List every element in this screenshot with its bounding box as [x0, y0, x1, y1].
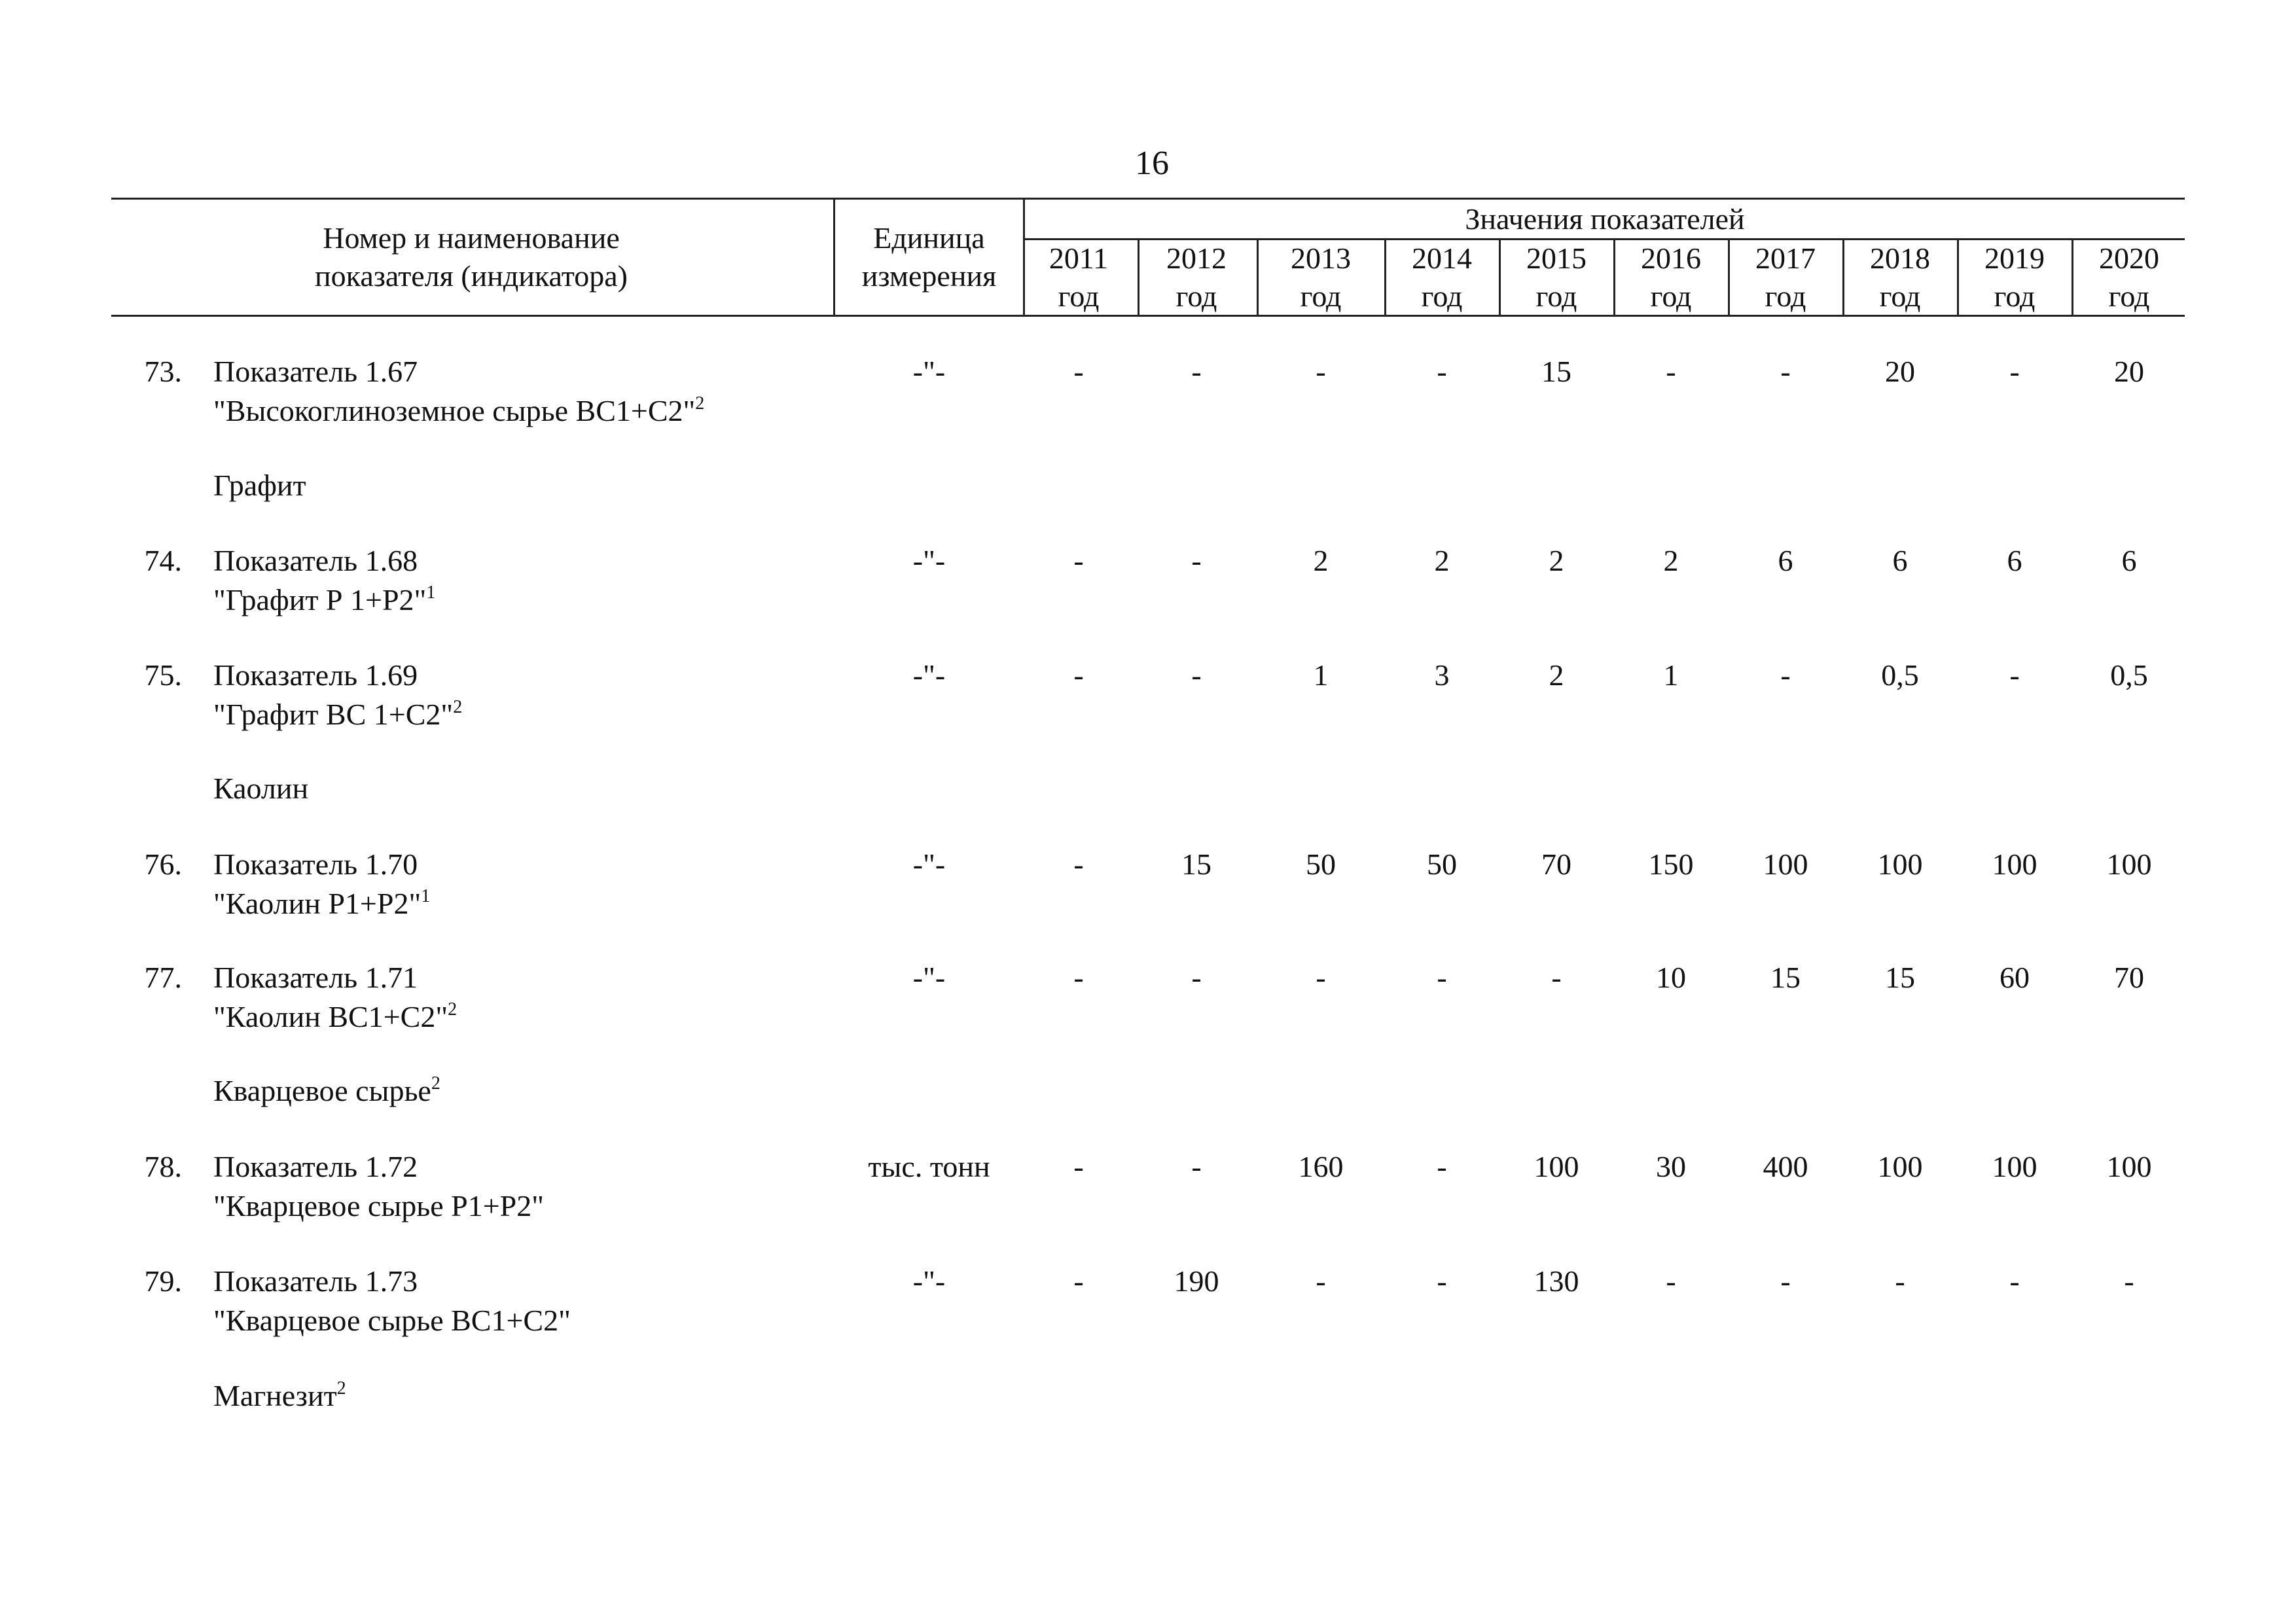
indicator-title	[213, 695, 462, 734]
name-column-header	[196, 219, 746, 295]
value-cell: -	[1437, 1150, 1447, 1183]
values-column-header: Значения показателей	[1465, 202, 1745, 236]
indicator-code: Показатель 1.71	[213, 961, 418, 994]
indicator-name	[213, 1262, 571, 1340]
value-cell: 10	[1656, 961, 1686, 994]
indicator-code: Показатель 1.69	[213, 658, 418, 692]
footnote-ref: 2	[453, 697, 463, 717]
section-heading-text: Магнезит	[213, 1379, 337, 1412]
year-suffix: год	[1994, 279, 2036, 313]
header-top-rule	[111, 198, 2185, 200]
year-header	[1501, 240, 1612, 315]
value-cell: -	[2124, 1264, 2134, 1298]
value-cell: 1	[1663, 658, 1679, 692]
unit-cell: -"-	[912, 544, 946, 577]
value-cell: -	[1073, 1264, 1084, 1298]
footnote-ref: 1	[426, 582, 436, 603]
value-cell: 6	[2121, 544, 2137, 577]
page-number: 16	[1135, 145, 1169, 182]
indicator-title-text: "Высокоглиноземное сырье ВС1+С2"	[213, 394, 696, 427]
value-cell: -	[1191, 658, 1202, 692]
year-header	[1386, 240, 1498, 315]
indicator-title-text: "Каолин ВС1+С2"	[213, 1000, 448, 1033]
footnote-ref: 2	[448, 999, 457, 1020]
value-cell: -	[2009, 1264, 2020, 1298]
year-header	[2073, 240, 2185, 315]
value-cell: 160	[1298, 1150, 1344, 1183]
year-header	[1141, 240, 1252, 315]
value-cell: 100	[1534, 1150, 1579, 1183]
name-header-line2: показателя (индикатора)	[315, 259, 628, 293]
indicator-title	[213, 580, 435, 620]
year-header	[1959, 240, 2070, 315]
footnote-ref: 1	[421, 886, 431, 906]
value-cell: -	[1316, 355, 1326, 388]
unit-cell: -"-	[912, 1264, 946, 1298]
unit-cell: -"-	[912, 847, 946, 881]
section-heading	[213, 769, 308, 808]
value-cell: -	[1437, 1264, 1447, 1298]
value-cell: 30	[1656, 1150, 1686, 1183]
year-label: 2012	[1166, 241, 1227, 275]
unit-column-header	[835, 219, 1023, 295]
value-cell: 20	[2114, 355, 2144, 388]
value-cell: 2	[1549, 658, 1564, 692]
value-cell: 50	[1427, 847, 1457, 881]
row-number: 74.	[144, 544, 182, 577]
value-cell: 100	[1763, 847, 1808, 881]
value-cell: -	[1191, 544, 1202, 577]
value-cell: 15	[1770, 961, 1801, 994]
value-cell: -	[1437, 961, 1447, 994]
year-label: 2011	[1049, 241, 1109, 275]
year-col-divider	[1138, 238, 1139, 317]
indicator-code: Показатель 1.67	[213, 355, 418, 388]
indicator-code: Показатель 1.70	[213, 847, 418, 881]
indicator-title-text: "Кварцевое сырье Р1+Р2"	[213, 1189, 545, 1222]
unit-header-line2: измерения	[861, 259, 997, 293]
value-cell: 0,5	[1881, 658, 1919, 692]
row-number: 73.	[144, 355, 182, 388]
value-cell: 15	[1885, 961, 1915, 994]
year-label: 2013	[1291, 241, 1351, 275]
unit-header-line1: Единица	[873, 221, 985, 255]
year-header	[1023, 240, 1134, 315]
value-cell: 50	[1306, 847, 1336, 881]
row-number: 75.	[144, 658, 182, 692]
value-cell: 100	[1877, 1150, 1923, 1183]
footnote-ref: 2	[336, 1378, 346, 1399]
value-cell: 2	[1434, 544, 1450, 577]
indicator-code: Показатель 1.68	[213, 544, 418, 577]
indicator-title	[213, 391, 704, 431]
year-label: 2020	[2099, 241, 2159, 275]
value-cell: 400	[1763, 1150, 1808, 1183]
indicator-name	[213, 845, 430, 923]
value-cell: -	[1191, 1150, 1202, 1183]
value-cell: 70	[2114, 961, 2144, 994]
value-cell: -	[1073, 961, 1084, 994]
unit-cell: -"-	[912, 658, 946, 692]
value-cell: 2	[1663, 544, 1679, 577]
year-col-divider	[1257, 238, 1259, 317]
value-cell: -	[1191, 961, 1202, 994]
unit-cell: тыс. тонн	[868, 1150, 990, 1183]
value-cell: -	[1666, 355, 1676, 388]
indicator-name	[213, 541, 435, 620]
section-heading	[213, 466, 306, 505]
indicator-name	[213, 1147, 544, 1226]
year-header	[1844, 240, 1956, 315]
value-cell: -	[1551, 961, 1562, 994]
value-cell: -	[1895, 1264, 1905, 1298]
year-label: 2014	[1412, 241, 1472, 275]
value-cell: 6	[1892, 544, 1908, 577]
value-cell: 100	[1992, 847, 2037, 881]
row-number: 78.	[144, 1150, 182, 1183]
value-cell: 100	[2106, 1150, 2152, 1183]
indicator-title	[213, 1301, 571, 1340]
year-label: 2017	[1755, 241, 1816, 275]
year-header	[1615, 240, 1727, 315]
unit-cell: -"-	[912, 355, 946, 388]
value-cell: 190	[1174, 1264, 1219, 1298]
indicator-title	[213, 997, 457, 1037]
value-cell: -	[1316, 961, 1326, 994]
value-cell: 130	[1534, 1264, 1579, 1298]
unit-cell: -"-	[912, 961, 946, 994]
footnote-ref: 2	[431, 1073, 440, 1094]
year-suffix: год	[1421, 279, 1463, 313]
indicator-title-text: "Графит Р 1+Р2"	[213, 583, 427, 616]
value-cell: -	[1073, 658, 1084, 692]
name-header-line1: Номер и наименование	[323, 221, 620, 255]
section-heading	[213, 1071, 440, 1111]
indicator-title-text: "Графит ВС 1+С2"	[213, 698, 454, 731]
indicator-name	[213, 656, 462, 734]
indicator-name	[213, 352, 704, 431]
year-suffix: год	[1879, 279, 1921, 313]
year-suffix: год	[1650, 279, 1692, 313]
row-number: 79.	[144, 1264, 182, 1298]
value-cell: 6	[1778, 544, 1793, 577]
value-cell: 20	[1885, 355, 1915, 388]
year-header	[1265, 240, 1376, 315]
value-cell: 100	[1992, 1150, 2037, 1183]
year-suffix: год	[1765, 279, 1806, 313]
indicator-code: Показатель 1.72	[213, 1150, 418, 1183]
value-cell: 2	[1313, 544, 1329, 577]
value-cell: -	[1073, 1150, 1084, 1183]
indicator-title-text: "Каолин Р1+Р2"	[213, 887, 422, 920]
value-cell: -	[1191, 355, 1202, 388]
value-cell: 0,5	[2110, 658, 2148, 692]
year-label: 2015	[1526, 241, 1587, 275]
value-cell: 15	[1541, 355, 1571, 388]
value-cell: -	[1073, 544, 1084, 577]
row-number: 77.	[144, 961, 182, 994]
indicator-title	[213, 884, 430, 923]
value-cell: -	[2009, 658, 2020, 692]
indicator-code: Показатель 1.73	[213, 1264, 418, 1298]
value-cell: -	[1316, 1264, 1326, 1298]
year-label: 2018	[1870, 241, 1930, 275]
value-cell: -	[1780, 1264, 1791, 1298]
year-label: 2019	[1984, 241, 2045, 275]
value-cell: 1	[1313, 658, 1329, 692]
value-cell: -	[1780, 355, 1791, 388]
value-cell: 6	[2007, 544, 2022, 577]
value-cell: 150	[1648, 847, 1694, 881]
year-suffix: год	[2108, 279, 2150, 313]
footnote-ref: 2	[695, 393, 705, 414]
value-cell: 100	[2106, 847, 2152, 881]
indicator-title-text: "Кварцевое сырье ВС1+С2"	[213, 1304, 571, 1337]
value-cell: 2	[1549, 544, 1564, 577]
section-heading-text: Кварцевое сырье	[213, 1074, 431, 1107]
value-cell: -	[1073, 355, 1084, 388]
value-cell: 100	[1877, 847, 1923, 881]
year-label: 2016	[1641, 241, 1701, 275]
year-suffix: год	[1175, 279, 1217, 313]
value-cell: -	[1073, 847, 1084, 881]
value-cell: -	[1666, 1264, 1676, 1298]
year-suffix: год	[1300, 279, 1342, 313]
indicator-name	[213, 958, 457, 1037]
value-cell: 15	[1181, 847, 1211, 881]
year-suffix: год	[1058, 279, 1100, 313]
section-heading-text: Графит	[213, 469, 306, 502]
value-cell: 3	[1434, 658, 1450, 692]
section-heading-text: Каолин	[213, 772, 309, 805]
year-header	[1730, 240, 1841, 315]
value-cell: -	[1780, 658, 1791, 692]
row-number: 76.	[144, 847, 182, 881]
value-cell: -	[1437, 355, 1447, 388]
value-cell: 70	[1541, 847, 1571, 881]
year-suffix: год	[1535, 279, 1577, 313]
value-cell: 60	[2000, 961, 2030, 994]
section-heading	[213, 1376, 346, 1416]
indicator-title	[213, 1186, 544, 1226]
value-cell: -	[2009, 355, 2020, 388]
